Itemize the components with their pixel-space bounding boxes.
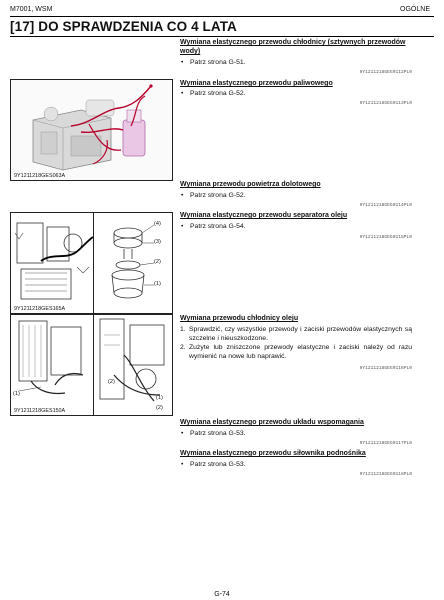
step-item	[180, 344, 412, 361]
step-number: 1.	[180, 326, 186, 333]
title-rule	[10, 36, 434, 37]
page-title: [17] DO SPRAWDZENIA CO 4 LATA	[10, 19, 237, 34]
section-heading-separator: Wymiana elastycznego przewodu separatora oleju	[180, 212, 348, 219]
section-code-power-steering: 9Y1211218GEG0117PL0	[359, 441, 412, 446]
doc-id: M7001, WSM	[10, 6, 53, 13]
header-rule	[10, 16, 434, 17]
chapter-name: OGÓLNE	[400, 6, 430, 13]
callout-label: (4)	[154, 221, 161, 227]
section-heading-power-steering: Wymiana elastycznego przewodu układu wspomagania	[180, 419, 364, 426]
engine-illustration	[11, 80, 172, 180]
section-code-radiator: 9Y1211218GEG0112PL0	[359, 70, 412, 75]
section-heading-fuel: Wymiana elastycznego przewodu paliwowego	[180, 80, 333, 87]
section-heading-oil-cooler: Wymiana przewodu chłodnicy oleju	[180, 315, 299, 322]
figure-separator-detail	[93, 212, 173, 314]
callout-label: (2)	[108, 379, 115, 385]
figure-caption: 9Y1211218GES063A	[14, 173, 66, 179]
step-number: 2.	[180, 344, 186, 351]
figure-caption: 9Y1211218GES165A	[14, 306, 66, 312]
section-text-intake: • Patrz strona G-52.	[190, 192, 412, 201]
section-code-lift-cylinder: 9Y1211218GEG0118PL0	[359, 472, 412, 477]
step-text: Zużyte lub zniszczone przewody elastyczne i zaciski należy od razu wymienić na nowe lub naprawić.	[189, 344, 412, 360]
section-code-fuel: 9Y1211218GEG0113PL0	[359, 101, 412, 106]
oil-cooler-left-drawing	[11, 315, 93, 415]
step-text: Sprawdzić, czy wszystkie przewody i zaciski przewodów elastycznych są szczelne i nieuszkodzone.	[189, 326, 412, 342]
section-heading-lift-cylinder: Wymiana elastycznego przewodu siłownika podnośnika	[180, 450, 366, 457]
section-text-fuel: • Patrz strona G-52.	[190, 90, 412, 99]
section-text-power-steering: • Patrz strona G-53.	[190, 430, 412, 439]
figure-oil-cooler-right	[93, 314, 173, 416]
callout-label: (3)	[154, 239, 161, 245]
section-heading-radiator: Wymiana elastycznego przewodu chłodnicy (sztywnych przewodów wody)	[180, 39, 406, 55]
callout-label: (1)	[154, 281, 161, 287]
figure-separator-engine	[10, 212, 94, 314]
section-code-separator: 9Y1211218GEG0115PL0	[359, 235, 412, 240]
callout-label: (1)	[13, 391, 20, 397]
section-heading-intake: Wymiana przewodu powietrza dolotowego	[180, 181, 321, 188]
oil-cooler-steps	[180, 326, 412, 361]
separator-engine-drawing	[11, 213, 93, 313]
figure-engine-hoses	[10, 79, 173, 181]
section-text-separator: • Patrz strona G-54.	[190, 223, 412, 232]
figure-oil-cooler-left	[10, 314, 94, 416]
figure-caption: 9Y1211218GES150A	[14, 408, 66, 414]
section-code-intake: 9Y1211218GEG0114PL0	[359, 203, 412, 208]
callout-label: (1)	[156, 395, 163, 401]
section-text-radiator: • Patrz strona G-51.	[190, 59, 412, 68]
page-number: G-74	[214, 591, 230, 598]
section-code-oil-cooler: 9Y1211218GEG0116PL0	[359, 366, 412, 371]
callout-label: (2)	[154, 259, 161, 265]
step-item	[180, 326, 412, 343]
section-text-lift-cylinder: • Patrz strona G-53.	[190, 461, 412, 470]
callout-label: (2)	[156, 405, 163, 411]
